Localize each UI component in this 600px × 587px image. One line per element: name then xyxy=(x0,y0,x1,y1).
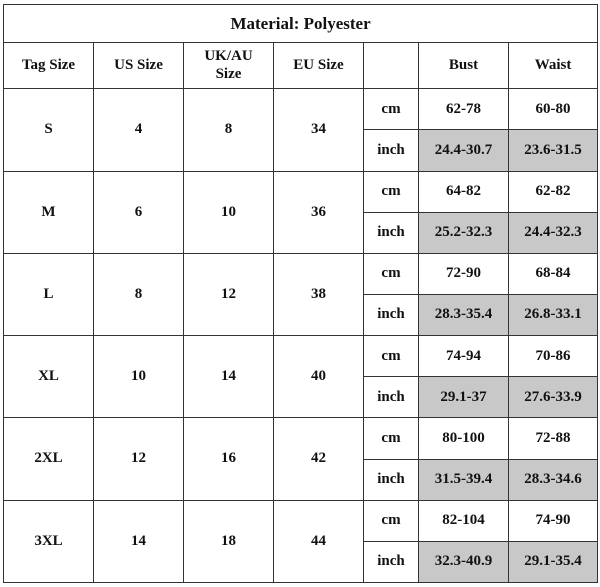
bust-cm-cell: 64-82 xyxy=(419,171,509,212)
table-row xyxy=(4,253,598,294)
bust-inch-cell: 31.5-39.4 xyxy=(419,459,509,500)
unit-inch-label: inch xyxy=(364,377,419,418)
uk-size-cell: 12 xyxy=(184,253,274,335)
table-row xyxy=(4,500,598,541)
header-bust: Bust xyxy=(419,43,509,89)
header-row xyxy=(4,43,598,89)
waist-inch-cell: 27.6-33.9 xyxy=(509,377,598,418)
table-row xyxy=(4,418,598,459)
tag-size-cell: 3XL xyxy=(4,500,94,582)
table-title: Material: Polyester xyxy=(4,5,598,43)
eu-size-cell: 42 xyxy=(274,418,364,500)
bust-inch-cell: 24.4-30.7 xyxy=(419,130,509,171)
us-size-cell: 12 xyxy=(94,418,184,500)
unit-inch-label: inch xyxy=(364,130,419,171)
eu-size-cell: 36 xyxy=(274,171,364,253)
us-size-cell: 10 xyxy=(94,336,184,418)
eu-size-cell: 34 xyxy=(274,89,364,171)
bust-inch-cell: 28.3-35.4 xyxy=(419,294,509,335)
header-uk-line1: UK/AU xyxy=(204,48,253,65)
eu-size-cell: 38 xyxy=(274,253,364,335)
bust-cm-cell: 72-90 xyxy=(419,253,509,294)
bust-cm-cell: 80-100 xyxy=(419,418,509,459)
unit-inch-label: inch xyxy=(364,294,419,335)
unit-inch-label: inch xyxy=(364,212,419,253)
header-unit xyxy=(364,43,419,89)
waist-cm-cell: 72-88 xyxy=(509,418,598,459)
eu-size-cell: 44 xyxy=(274,500,364,582)
waist-cm-cell: 70-86 xyxy=(509,336,598,377)
waist-cm-cell: 68-84 xyxy=(509,253,598,294)
bust-cm-cell: 74-94 xyxy=(419,336,509,377)
us-size-cell: 6 xyxy=(94,171,184,253)
bust-inch-cell: 32.3-40.9 xyxy=(419,541,509,582)
unit-cm-label: cm xyxy=(364,418,419,459)
unit-inch-label: inch xyxy=(364,459,419,500)
header-eu-size: EU Size xyxy=(274,43,364,89)
tag-size-cell: S xyxy=(4,89,94,171)
header-uk-line2: Size xyxy=(215,65,242,82)
tag-size-cell: 2XL xyxy=(4,418,94,500)
us-size-cell: 14 xyxy=(94,500,184,582)
waist-inch-cell: 23.6-31.5 xyxy=(509,130,598,171)
waist-inch-cell: 24.4-32.3 xyxy=(509,212,598,253)
us-size-cell: 4 xyxy=(94,89,184,171)
waist-inch-cell: 28.3-34.6 xyxy=(509,459,598,500)
waist-cm-cell: 60-80 xyxy=(509,89,598,130)
bust-cm-cell: 82-104 xyxy=(419,500,509,541)
header-us-size: US Size xyxy=(94,43,184,89)
uk-size-cell: 10 xyxy=(184,171,274,253)
unit-inch-label: inch xyxy=(364,541,419,582)
uk-size-cell: 16 xyxy=(184,418,274,500)
bust-inch-cell: 29.1-37 xyxy=(419,377,509,418)
uk-size-cell: 8 xyxy=(184,89,274,171)
uk-size-cell: 14 xyxy=(184,336,274,418)
tag-size-cell: M xyxy=(4,171,94,253)
waist-cm-cell: 74-90 xyxy=(509,500,598,541)
table-row xyxy=(4,89,598,130)
unit-cm-label: cm xyxy=(364,500,419,541)
us-size-cell: 8 xyxy=(94,253,184,335)
bust-cm-cell: 62-78 xyxy=(419,89,509,130)
unit-cm-label: cm xyxy=(364,253,419,294)
size-chart-table xyxy=(3,4,598,583)
title-row xyxy=(4,5,598,43)
header-tag-size: Tag Size xyxy=(4,43,94,89)
eu-size-cell: 40 xyxy=(274,336,364,418)
uk-size-cell: 18 xyxy=(184,500,274,582)
waist-inch-cell: 29.1-35.4 xyxy=(509,541,598,582)
bust-inch-cell: 25.2-32.3 xyxy=(419,212,509,253)
tag-size-cell: L xyxy=(4,253,94,335)
header-waist: Waist xyxy=(509,43,598,89)
waist-inch-cell: 26.8-33.1 xyxy=(509,294,598,335)
waist-cm-cell: 62-82 xyxy=(509,171,598,212)
unit-cm-label: cm xyxy=(364,336,419,377)
tag-size-cell: XL xyxy=(4,336,94,418)
unit-cm-label: cm xyxy=(364,171,419,212)
unit-cm-label: cm xyxy=(364,89,419,130)
table-row xyxy=(4,171,598,212)
table-row xyxy=(4,336,598,377)
header-uk-au-size xyxy=(184,43,274,89)
